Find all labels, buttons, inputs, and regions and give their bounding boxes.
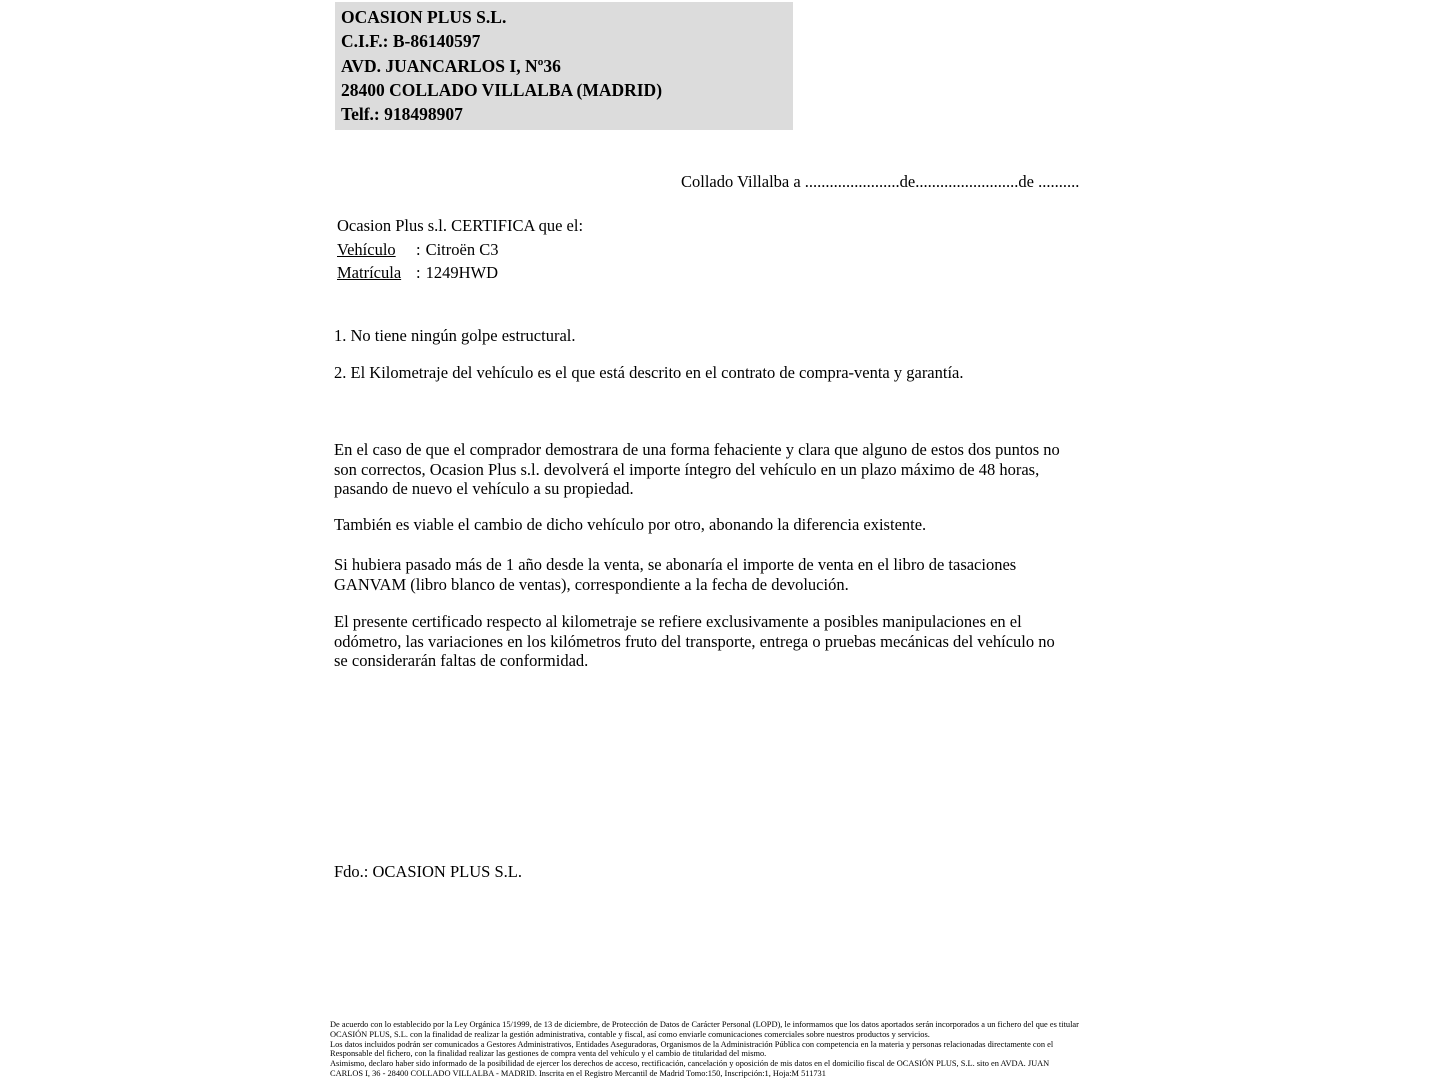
paragraph-exchange xyxy=(334,515,926,535)
legal-line-1: De acuerdo con lo establecido por la Ley Orgánica 15/1999, de 13 de diciembre, de Protección de Datos de Carácter Personal (LOPD), le informamos que los datos aportados serán incorporados a un fichero del que es titular xyxy=(330,1020,1079,1029)
company-city: 28400 COLLADO VILLALBA (MADRID) xyxy=(341,79,663,100)
paragraph-refund xyxy=(334,440,1060,499)
plate-field-label-wrap xyxy=(337,261,416,285)
paragraph-exchange-line-1: También es viable el cambio de dicho vehículo por otro, abonando la diferencia existente. xyxy=(334,515,927,534)
condition-item-2: 2. El Kilometraje del vehículo es el que está descrito en el contrato de compra-venta y garantía. xyxy=(334,363,964,382)
legal-line-2: OCASIÓN PLUS, S.L. con la finalidad de realizar la gestión administrativa, contable y fiscal, así como enviarle comunicaciones comerciales sobre nuestros productos y servicios. xyxy=(330,1029,930,1039)
condition-item-1: 1. No tiene ningún golpe estructural. xyxy=(334,326,576,345)
vehicle-field-row xyxy=(337,238,583,262)
legal-line-4: Responsable del fichero, con la finalidad realizar las gestiones de compra venta del vehículo y el cambio de titularidad del mismo. xyxy=(330,1049,767,1059)
company-header-box xyxy=(335,2,793,130)
legal-line-6: CARLOS I, 36 - 28400 COLLADO VILLALBA - MADRID. Inscrita en el Registro Mercantil de Madrid Tomo:150, Inscripción:1, Hoja:M 511731 xyxy=(330,1068,826,1078)
paragraph-odometer-line-1: El presente certificado respecto al kilometraje se refiere exclusivamente a posibles manipulaciones en el xyxy=(334,612,1022,631)
paragraph-ganvam xyxy=(334,555,1016,594)
paragraph-ganvam-line-2: GANVAM (libro blanco de ventas), correspondiente a la fecha de devolución. xyxy=(334,574,849,594)
vehicle-field-label: Vehículo xyxy=(337,239,396,259)
paragraph-refund-line-1: En el caso de que el comprador demostrara de una forma fehaciente y clara que alguno de estos dos puntos no xyxy=(334,440,1060,459)
vehicle-field-separator: : xyxy=(416,239,421,259)
company-phone: Telf.: 918498907 xyxy=(341,104,463,125)
paragraph-refund-line-2: son correctos, Ocasion Plus s.l. devolverá el importe íntegro del vehículo en un plazo máximo de 48 horas, xyxy=(334,459,1040,479)
plate-field-row xyxy=(337,261,583,285)
legal-line-5: Asimismo, declaro haber sido informado de la posibilidad de ejercer los derechos de acceso, rectificación, cancelación y oposición de mis datos en el domicilio fiscal de OCASIÓN PLUS, S.L. sito en AVDA. JUAN xyxy=(330,1059,1050,1068)
paragraph-odometer-line-3: se considerarán faltas de conformidad. xyxy=(334,651,589,671)
signature-line: Fdo.: OCASION PLUS S.L. xyxy=(334,862,522,881)
company-address: AVD. JUANCARLOS I, Nº36 xyxy=(341,55,561,76)
paragraph-odometer xyxy=(334,612,1055,671)
vehicle-field-value: Citroën C3 xyxy=(425,239,499,259)
legal-line-3: Los datos incluidos podrán ser comunicados a Gestores Administrativos, Entidades Aseguradoras, Organismos de la Administración Pública con competencia en la materia y personas relacionadas directamente con el xyxy=(330,1039,1054,1049)
company-cif: C.I.F.: B-86140597 xyxy=(341,31,481,52)
plate-field-separator: : xyxy=(416,263,421,282)
vehicle-field-label-wrap xyxy=(337,238,416,262)
date-blank-line: Collado Villalba a .......................de.........................de .......... xyxy=(681,172,1080,191)
paragraph-odometer-line-2: odómetro, las variaciones en los kilómetros fruto del transporte, entrega o pruebas mecánicas del vehículo no xyxy=(334,631,1055,651)
certifies-intro: Ocasion Plus s.l. CERTIFICA que el: xyxy=(337,216,584,235)
plate-field-value: 1249HWD xyxy=(425,263,498,282)
plate-field-label: Matrícula xyxy=(337,263,402,282)
paragraph-ganvam-line-1: Si hubiera pasado más de 1 año desde la venta, se abonaría el importe de venta en el libro de tasaciones xyxy=(334,555,1017,574)
legal-fine-print xyxy=(330,1020,1079,1079)
paragraph-refund-line-3: pasando de nuevo el vehículo a su propiedad. xyxy=(334,479,634,499)
company-name: OCASION PLUS S.L. xyxy=(341,7,507,27)
certificate-declaration xyxy=(337,214,583,285)
